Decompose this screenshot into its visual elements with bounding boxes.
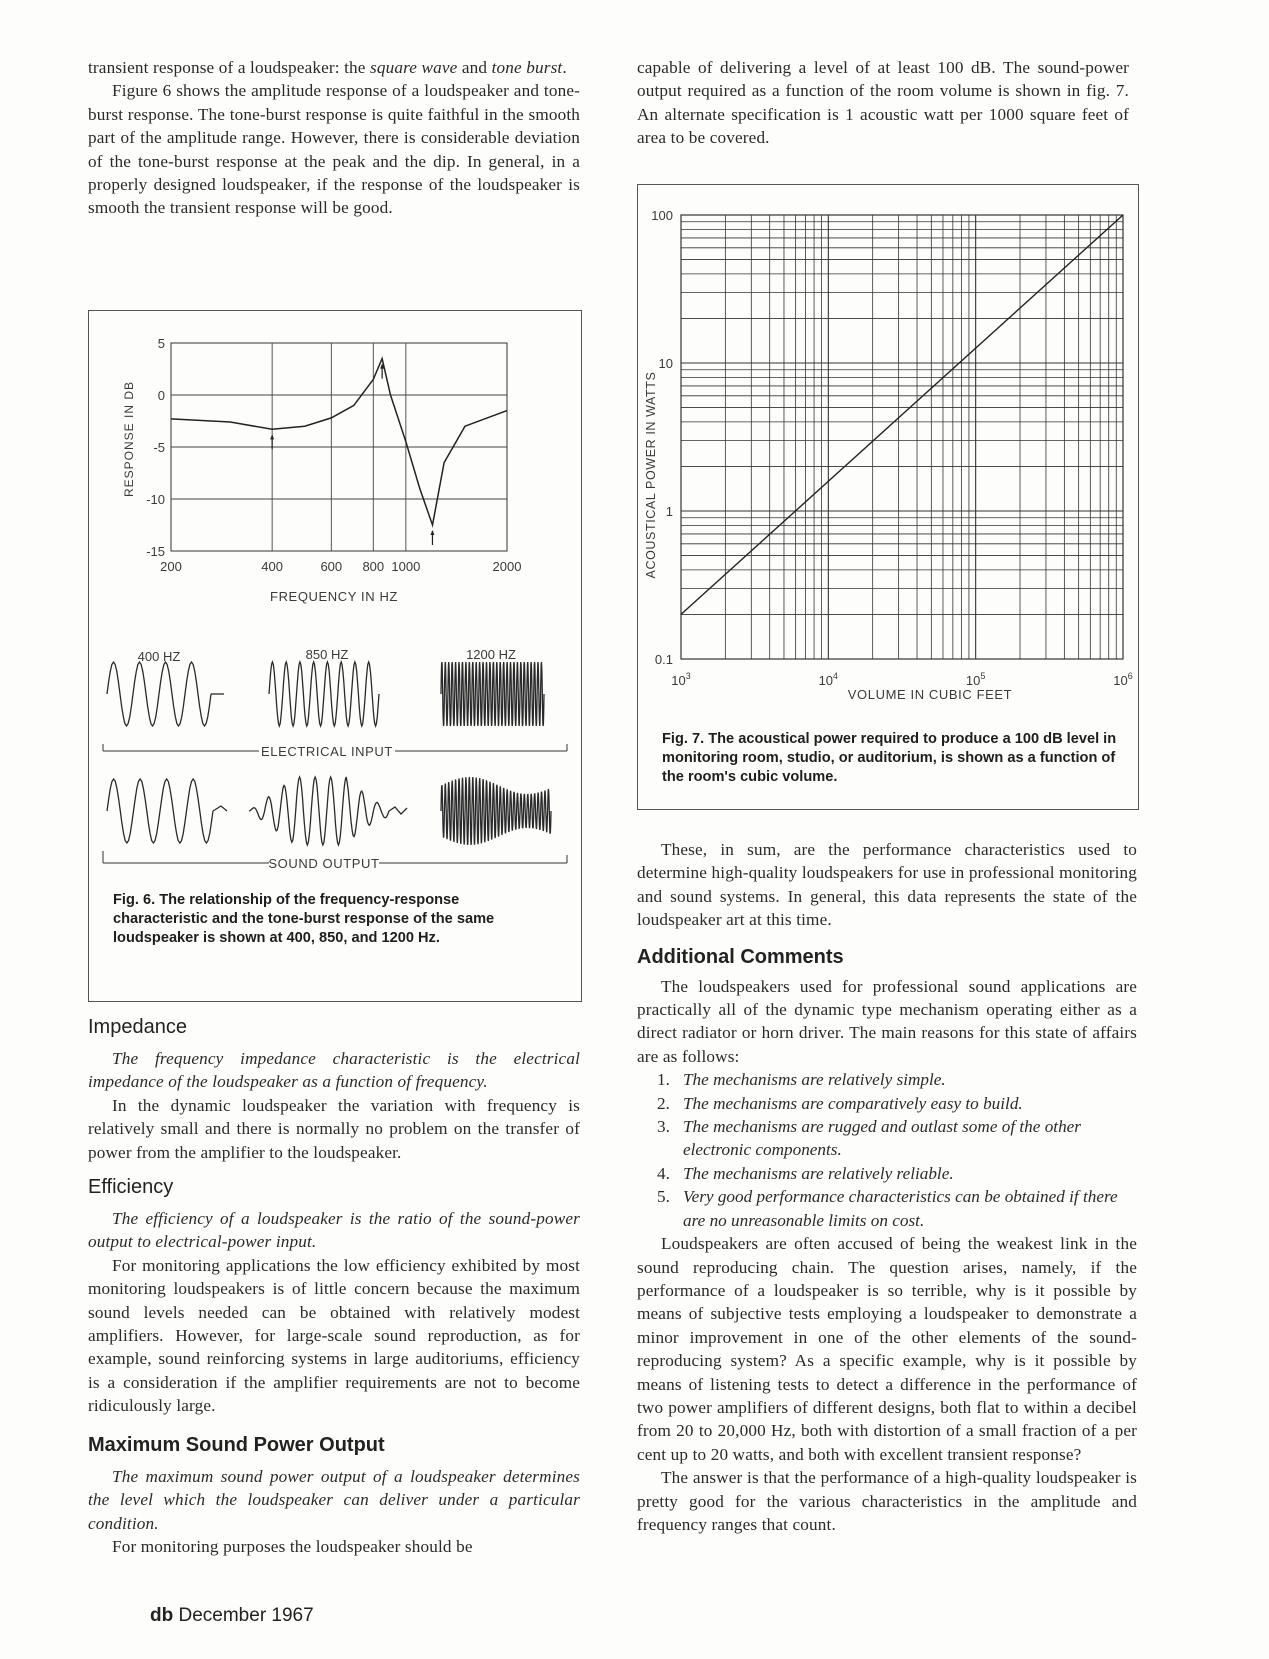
fig7-x-tick-label: $10^4$ xyxy=(818,671,839,688)
list-item: 5. Very good performance characteristics can be obtained if there are no unreasonable limits on cost. xyxy=(657,1187,1118,1230)
comments-heading: Additional Comments xyxy=(637,945,844,968)
fig6-x-ticks xyxy=(160,559,521,574)
fig6-x-tick-label: 400 xyxy=(261,559,283,574)
fig7-x-tick-label: $10^5$ xyxy=(965,671,986,688)
fig7-grid xyxy=(681,215,1123,659)
fig6-y-tick-label: -5 xyxy=(153,440,165,455)
list-item: 2. The mechanisms are comparatively easy to build. xyxy=(657,1093,1023,1113)
power-line xyxy=(681,215,1123,614)
list-item: 4. The mechanisms are relatively reliable. xyxy=(657,1163,954,1183)
fig7-xlabel: VOLUME IN CUBIC FEET xyxy=(847,687,1013,702)
fig6-y-tick-label: -10 xyxy=(146,492,165,507)
tone-burst-marker-arrow xyxy=(430,530,434,535)
max-power-definition: The maximum sound power output of a loudspeaker determines the level which the loudspeaker can deliver under a particular condition. xyxy=(88,1466,580,1533)
fig6-x-tick-label: 600 xyxy=(320,559,343,574)
efficiency-heading: Efficiency xyxy=(88,1176,174,1199)
max-power-heading: Maximum Sound Power Output xyxy=(88,1433,385,1456)
fig7-x-ticks xyxy=(671,671,1132,688)
fig6-paragraph: Figure 6 shows the amplitude response of a loudspeaker and tone-burst response. The tone-burst response is quite faithful in the smooth part of the amplitude range. However, there is considerable deviation of the tone-burst response at the peak and the dip. In general, in a properly designed loudspeaker, if the response of the loudspeaker is smooth the transient response will be good. xyxy=(88,81,580,218)
fig7-caption: Fig. 7. The acoustical power required to produce a 100 dB level in monitoring room, studio, or auditorium, is shown as a function of the room's cubic volume. xyxy=(662,731,1117,785)
fig7-y-tick-label: 0.1 xyxy=(654,652,673,667)
weakest-link-paragraph: Loudspeakers are often accused of being the weakest link in the sound reproducing chain. The question arises, namely, if the performance of a loudspeaker is so terrible, why is it possible by means of subjective tests employing a loudspeaker to demonstrate a minor improvement in one of the other elements of the sound-reproducing system? As a specific example, why is it possible by means of listening tests to detect a difference in the performance of two power amplifiers of different designs, both flat to within a decibel from 20 to 20,000 Hz, both with distortion of a small fraction of a per cent up to 20 watts, and both with excellent transient response? xyxy=(637,1234,1137,1464)
max-power-body: For monitoring purposes the loudspeaker should be xyxy=(112,1536,473,1556)
comments-intro: The loudspeakers used for professional sound applications are practically all of the dynamic type mechanism operating either as a direct radiator or horn driver. The main reasons for this state of affairs are as follows: xyxy=(637,976,1137,1066)
fig7-x-tick-exponent: 3 xyxy=(685,671,691,681)
fig7-x-tick-label: $10^6$ xyxy=(1113,671,1133,688)
sound-output-label: SOUND OUTPUT xyxy=(268,856,380,871)
fig7-x-tick-exponent: 6 xyxy=(1127,671,1133,681)
figure-6 xyxy=(88,310,582,1002)
summary-paragraph: These, in sum, are the performance characteristics used to determine high-quality loudspeakers for use in professional monitoring and sound systems. In general, this data represents the state of the loudspeaker art at this time. xyxy=(637,840,1137,930)
impedance-body: In the dynamic loudspeaker the variation with frequency is relatively small and there is normally no problem on the transfer of power from the amplifier to the loudspeaker. xyxy=(88,1095,580,1162)
intro-paragraph: transient response of a loudspeaker: the square wave and tone burst. xyxy=(88,58,567,77)
fig7-y-tick-label: 10 xyxy=(658,356,673,371)
fig6-x-tick-label: 200 xyxy=(160,559,182,574)
burst-input-400 xyxy=(107,662,211,726)
fig7-y-tick-label: 100 xyxy=(651,208,673,223)
acoustical-power-chart xyxy=(638,185,1138,705)
top-paragraph: capable of delivering a level of at least 100 dB. The sound-power output required as a function of the room volume is shown in fig. 7. An alternate specification is 1 acoustic watt per 1000 square feet of area to be covered. xyxy=(637,58,1129,148)
response-curve xyxy=(171,359,507,525)
reasons-list xyxy=(637,1068,1137,1232)
page-footer: db December 1967 xyxy=(150,1605,314,1626)
fig6-x-tick-label: 1000 xyxy=(391,559,421,574)
fig6-caption: Fig. 6. The relationship of the frequency-response characteristic and the tone-burst response of the same loudspeaker is shown at 400, 850, and 1200 Hz. xyxy=(113,892,495,946)
fig7-x-tick-label: $10^3$ xyxy=(671,671,691,688)
efficiency-definition: The efficiency of a loudspeaker is the ratio of the sound-power output to electrical-power input. xyxy=(88,1209,580,1252)
burst-input-850 xyxy=(269,662,379,726)
sound-output-bracket xyxy=(89,851,581,891)
answer-paragraph: The answer is that the performance of a high-quality loudspeaker is pretty good for the various characteristics in the amplitude and frequency ranges that count. xyxy=(637,1468,1137,1534)
left-column xyxy=(88,56,580,1556)
fig6-xlabel: FREQUENCY IN HZ xyxy=(270,589,398,604)
fig7-ylabel: ACOUSTICAL POWER IN WATTS xyxy=(644,371,658,579)
frequency-response-chart xyxy=(89,311,581,851)
burst-label-400: 400 HZ xyxy=(137,649,181,664)
burst-output-1200 xyxy=(441,777,551,845)
fig6-x-tick-label: 2000 xyxy=(492,559,522,574)
fig6-y-tick-label: 5 xyxy=(157,336,165,351)
burst-output-850 xyxy=(249,777,389,845)
fig7-x-tick-exponent: 4 xyxy=(833,671,839,681)
fig6-y-ticks xyxy=(146,336,165,559)
figure-7 xyxy=(637,184,1139,810)
right-column xyxy=(637,56,1137,1534)
fig6-y-tick-label: -15 xyxy=(146,544,165,559)
burst-label-1200: 1200 HZ xyxy=(466,647,516,662)
impedance-definition: The frequency impedance characteristic is the electrical impedance of the loudspeaker as a function of frequency. xyxy=(88,1049,580,1092)
electrical-input-label: ELECTRICAL INPUT xyxy=(261,744,393,759)
efficiency-body: For monitoring applications the low efficiency exhibited by most monitoring loudspeakers is of little concern because the maximum sound levels needed can be obtained with relatively modest amplifiers. However, for large-scale sound reproduction, as for example, sound reinforcing systems in large auditoriums, efficiency is a consideration if the amplifier requirements are not to become ridiculously large. xyxy=(88,1255,580,1416)
fig6-ylabel: RESPONSE IN DB xyxy=(122,380,136,498)
burst-label-850: 850 HZ xyxy=(305,647,349,662)
burst-output-400 xyxy=(107,779,213,843)
fig6-grid xyxy=(171,343,507,551)
fig7-frame xyxy=(681,215,1123,659)
burst-output-400-tail xyxy=(213,806,227,811)
fig6-y-tick-label: 0 xyxy=(157,388,165,403)
burst-input-1200 xyxy=(441,662,544,726)
list-item: 3. The mechanisms are rugged and outlast some of the other electronic components. xyxy=(657,1117,1081,1160)
fig6-x-tick-label: 800 xyxy=(362,559,385,574)
burst-output-850-tail xyxy=(389,807,407,814)
fig7-x-tick-exponent: 5 xyxy=(980,671,986,681)
impedance-heading: Impedance xyxy=(88,1016,187,1038)
fig7-y-tick-label: 1 xyxy=(665,504,673,519)
tone-burst-marker-arrow xyxy=(270,434,274,439)
list-item: 1. The mechanisms are relatively simple. xyxy=(657,1070,946,1090)
